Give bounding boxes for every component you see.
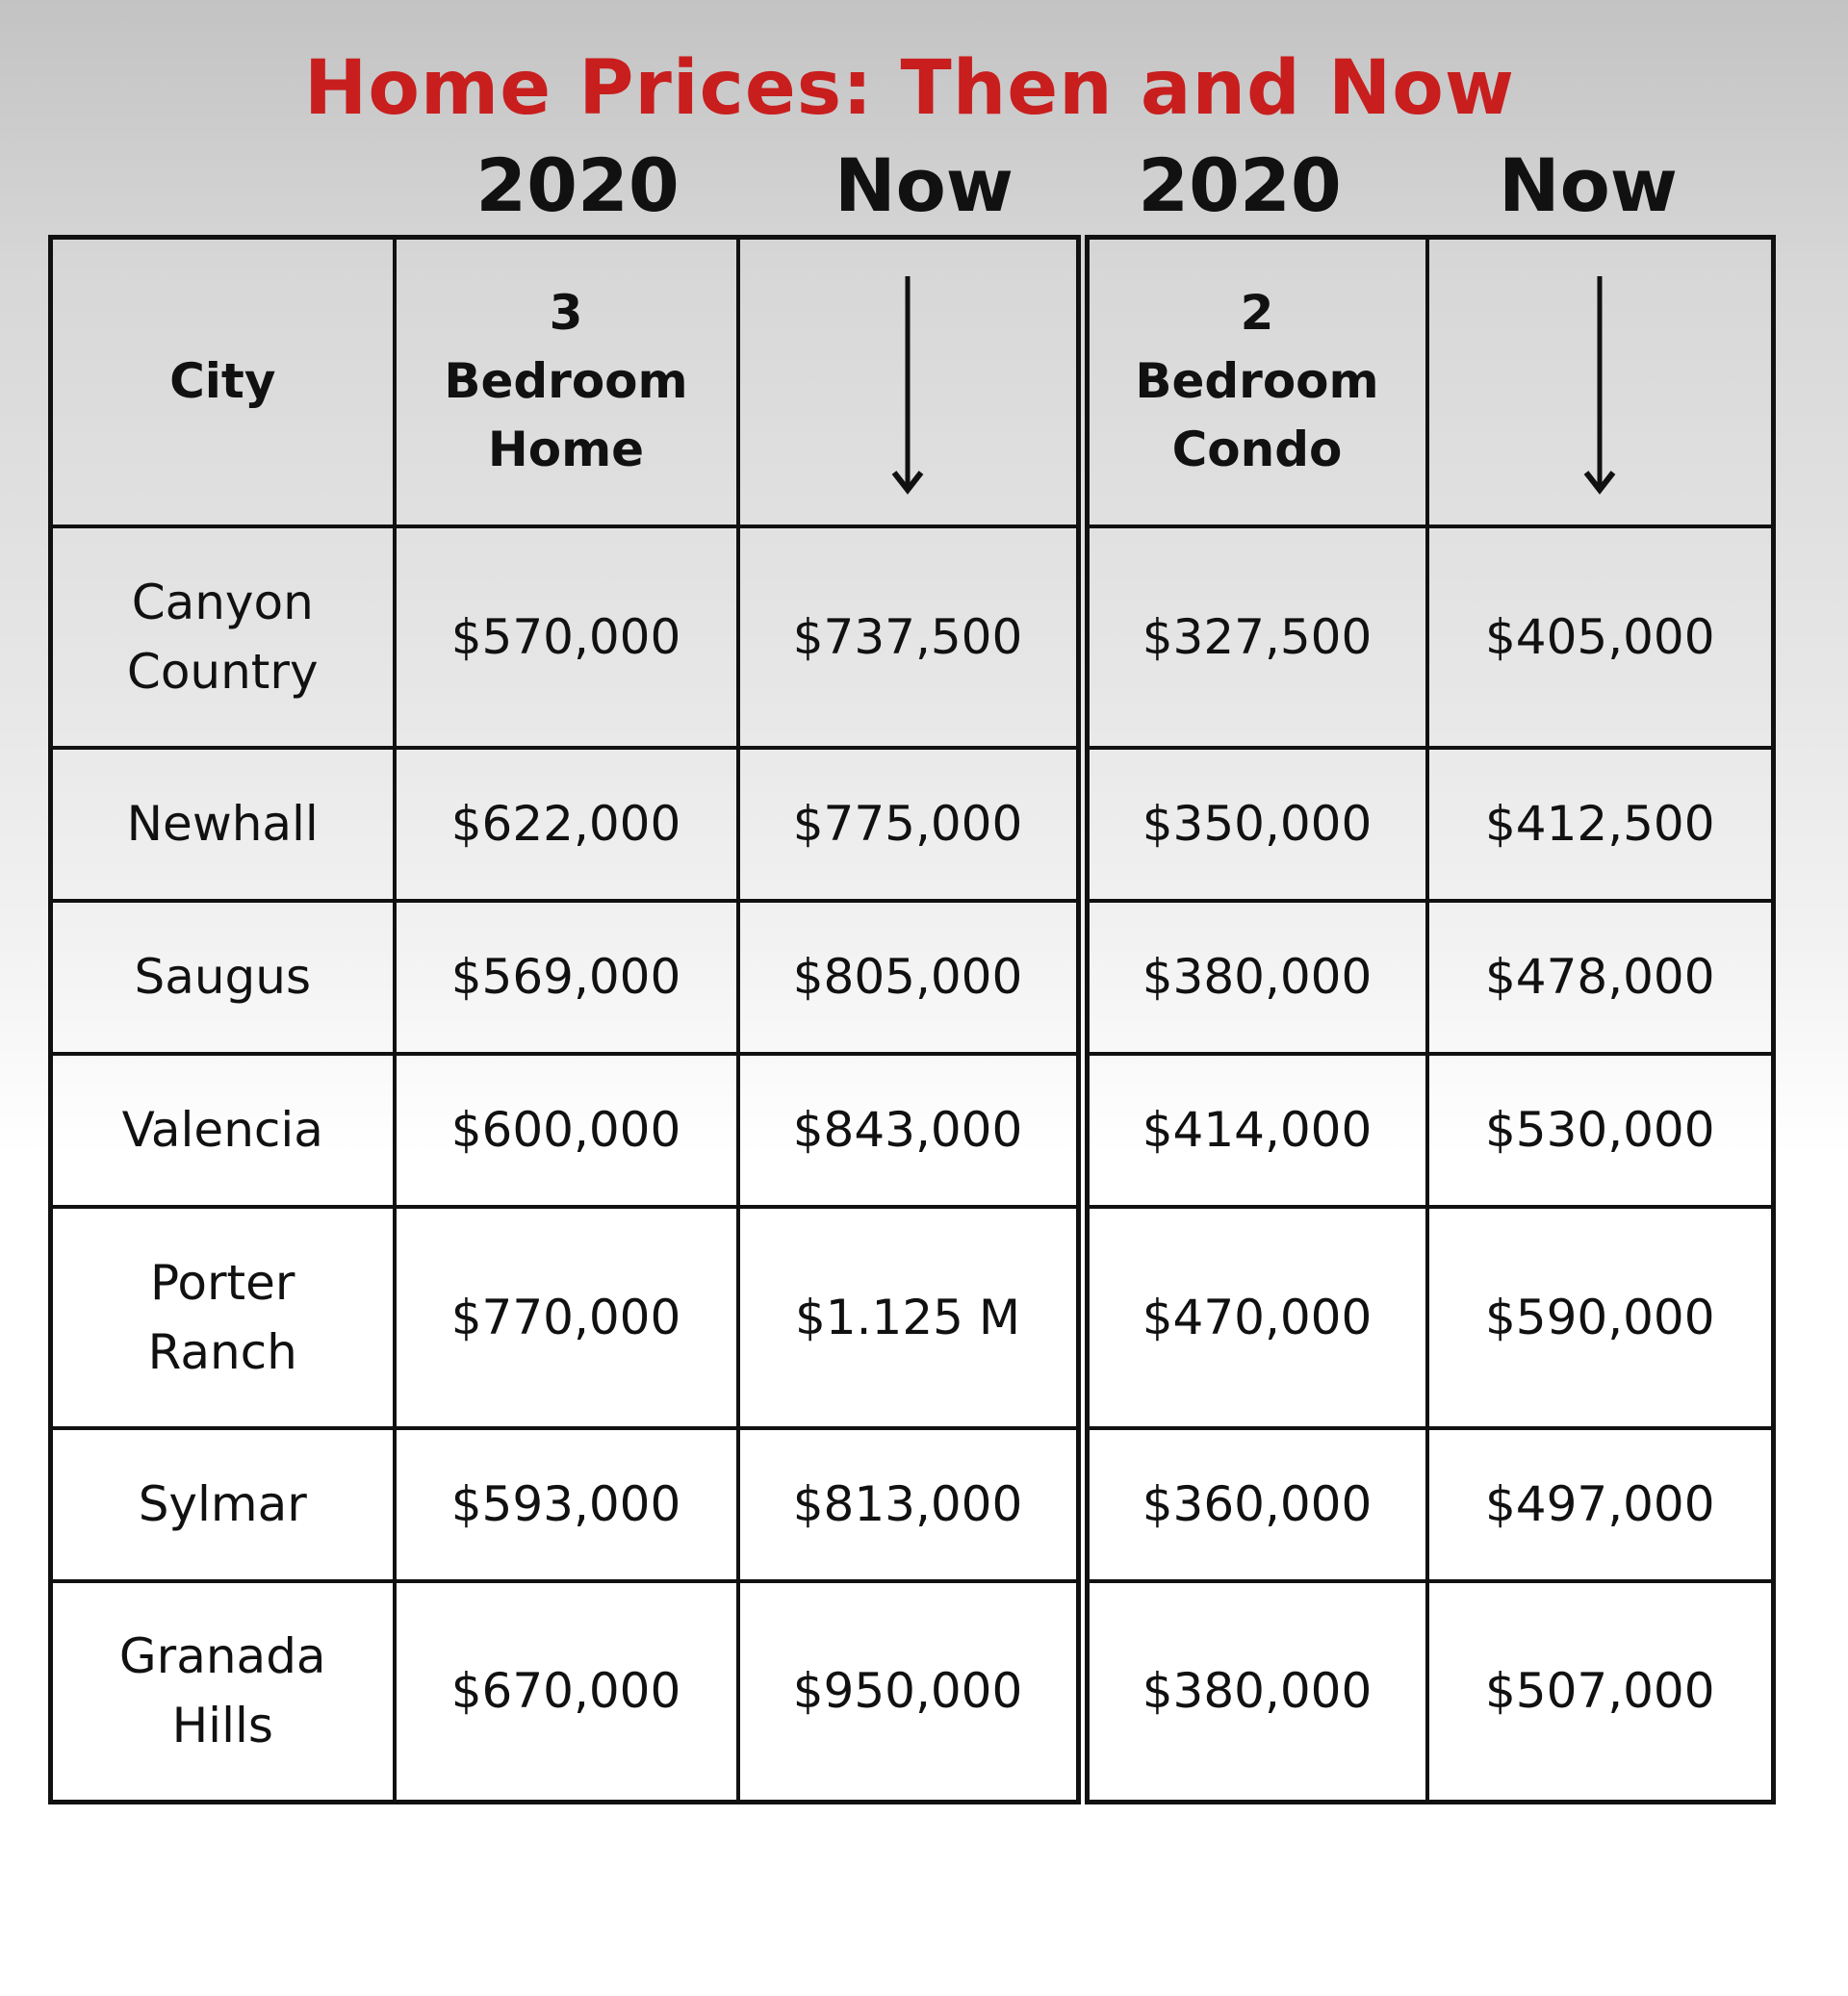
- condo-now-cell: $507,000: [1427, 1581, 1774, 1803]
- city-name-line-1: Porter: [150, 1254, 295, 1311]
- city-cell: [51, 748, 395, 901]
- city-cell: [51, 1054, 395, 1207]
- header-home-label-1: Bedroom: [444, 353, 688, 410]
- arrow-down-icon: [888, 257, 927, 507]
- price-table: [48, 235, 1776, 1804]
- city-cell: [51, 1581, 395, 1803]
- condo-2020-cell: $360,000: [1083, 1428, 1427, 1581]
- home-2020-cell: $670,000: [395, 1581, 738, 1803]
- city-name-line-1: Sylmar: [138, 1476, 307, 1532]
- header-condo-count: 2: [1240, 285, 1274, 342]
- home-2020-cell: $593,000: [395, 1428, 738, 1581]
- home-2020-cell: $600,000: [395, 1054, 738, 1207]
- city-cell: [51, 901, 395, 1054]
- header-condo-label-1: Bedroom: [1135, 353, 1379, 410]
- home-2020-cell: $570,000: [395, 526, 738, 748]
- city-name-line-2: Hills: [171, 1698, 273, 1754]
- table-row: [51, 1054, 1774, 1207]
- page-title: Home Prices: Then and Now: [304, 45, 1515, 132]
- year-label-home-2020: 2020: [475, 142, 680, 228]
- home-2020-cell: $569,000: [395, 901, 738, 1054]
- condo-now-cell: $412,500: [1427, 748, 1774, 901]
- home-now-cell: $843,000: [738, 1054, 1083, 1207]
- condo-now-cell: $478,000: [1427, 901, 1774, 1054]
- home-2020-cell: $770,000: [395, 1207, 738, 1428]
- city-name-line-1: Valencia: [121, 1102, 323, 1158]
- home-now-cell: $950,000: [738, 1581, 1083, 1803]
- condo-2020-cell: $327,500: [1083, 526, 1427, 748]
- condo-now-cell: $530,000: [1427, 1054, 1774, 1207]
- table-header-row: [51, 238, 1774, 526]
- condo-2020-cell: $380,000: [1083, 1581, 1427, 1803]
- city-cell: [51, 526, 395, 748]
- year-label-condo-2020: 2020: [1138, 142, 1342, 228]
- header-condo: [1083, 238, 1427, 526]
- city-name-line-1: Saugus: [134, 949, 312, 1005]
- table-row: [51, 901, 1774, 1054]
- header-home: [395, 238, 738, 526]
- header-home-now: [738, 238, 1083, 526]
- year-label-home-now: Now: [834, 142, 1014, 228]
- header-condo-label-2: Condo: [1171, 422, 1343, 478]
- table-row: [51, 1428, 1774, 1581]
- year-label-condo-now: Now: [1498, 142, 1679, 228]
- table-row: [51, 1207, 1774, 1428]
- arrow-down-icon: [1580, 257, 1619, 507]
- condo-2020-cell: $470,000: [1083, 1207, 1427, 1428]
- city-name-line-1: Granada: [118, 1628, 326, 1685]
- condo-now-cell: $590,000: [1427, 1207, 1774, 1428]
- city-name-line-2: Country: [126, 643, 319, 700]
- home-now-cell: $737,500: [738, 526, 1083, 748]
- header-home-count: 3: [549, 285, 583, 342]
- home-2020-cell: $622,000: [395, 748, 738, 901]
- city-cell: [51, 1428, 395, 1581]
- home-now-cell: $813,000: [738, 1428, 1083, 1581]
- home-now-cell: $775,000: [738, 748, 1083, 901]
- table-row: [51, 1581, 1774, 1803]
- city-name-line-1: Canyon: [131, 574, 314, 630]
- condo-2020-cell: $414,000: [1083, 1054, 1427, 1207]
- header-city: [51, 238, 395, 526]
- condo-now-cell: $497,000: [1427, 1428, 1774, 1581]
- city-cell: [51, 1207, 395, 1428]
- table-row: [51, 748, 1774, 901]
- condo-2020-cell: $380,000: [1083, 901, 1427, 1054]
- home-now-cell: $805,000: [738, 901, 1083, 1054]
- header-home-label-2: Home: [487, 422, 645, 478]
- condo-2020-cell: $350,000: [1083, 748, 1427, 901]
- condo-now-cell: $405,000: [1427, 526, 1774, 748]
- home-now-cell: $1.125 M: [738, 1207, 1083, 1428]
- header-city-label: City: [169, 353, 276, 410]
- header-condo-now: [1427, 238, 1774, 526]
- table-row: [51, 526, 1774, 748]
- city-name-line-2: Ranch: [147, 1323, 297, 1380]
- city-name-line-1: Newhall: [126, 796, 319, 852]
